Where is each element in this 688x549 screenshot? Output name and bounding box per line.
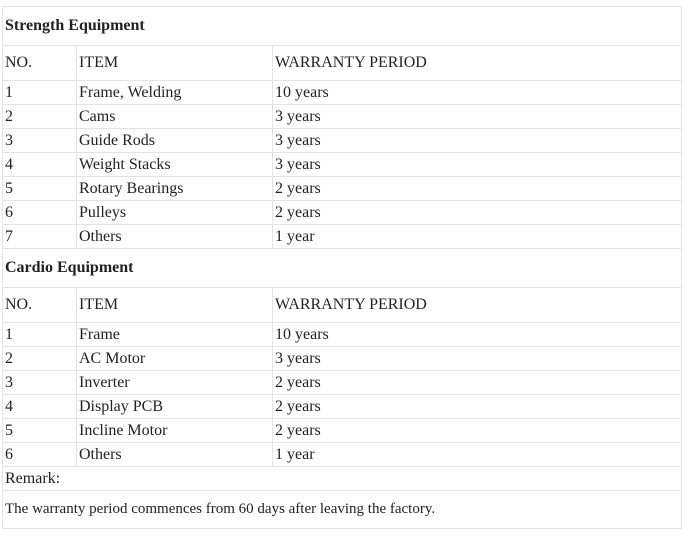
cell-no: 2	[3, 105, 77, 129]
section-header-cardio	[3, 249, 682, 288]
column-header-no: NO.	[3, 288, 77, 323]
cell-period: 2 years	[273, 371, 682, 395]
cell-no: 4	[3, 153, 77, 177]
cell-no: 7	[3, 225, 77, 249]
table-row	[3, 153, 682, 177]
cell-item: Others	[77, 443, 273, 467]
cell-period: 10 years	[273, 323, 682, 347]
cell-no: 5	[3, 419, 77, 443]
remark-label: Remark:	[3, 467, 682, 491]
remark-text: The warranty period commences from 60 days after leaving the factory.	[3, 491, 682, 529]
cell-no: 5	[3, 177, 77, 201]
table-row	[3, 177, 682, 201]
cell-period: 3 years	[273, 347, 682, 371]
cell-no: 3	[3, 129, 77, 153]
cell-item: Frame, Welding	[77, 81, 273, 105]
column-header-period: WARRANTY PERIOD	[273, 46, 682, 81]
cell-period: 1 year	[273, 443, 682, 467]
column-header-item: ITEM	[77, 288, 273, 323]
table-row	[3, 347, 682, 371]
cell-item: Inverter	[77, 371, 273, 395]
section-header-strength	[3, 7, 682, 46]
table-row	[3, 105, 682, 129]
section-title: Strength Equipment	[3, 7, 682, 46]
cell-no: 6	[3, 443, 77, 467]
cell-no: 6	[3, 201, 77, 225]
column-header-row	[3, 288, 682, 323]
table-row	[3, 395, 682, 419]
remark-row	[3, 467, 682, 491]
cell-period: 3 years	[273, 153, 682, 177]
cell-item: Cams	[77, 105, 273, 129]
cell-item: Display PCB	[77, 395, 273, 419]
cell-item: Incline Motor	[77, 419, 273, 443]
column-header-no: NO.	[3, 46, 77, 81]
table-row	[3, 323, 682, 347]
table-row	[3, 225, 682, 249]
cell-period: 2 years	[273, 419, 682, 443]
cell-period: 3 years	[273, 129, 682, 153]
remark-text-row	[3, 491, 682, 529]
cell-item: Rotary Bearings	[77, 177, 273, 201]
cell-item: Others	[77, 225, 273, 249]
warranty-table	[2, 6, 682, 529]
table-row	[3, 81, 682, 105]
cell-item: Pulleys	[77, 201, 273, 225]
cell-period: 2 years	[273, 395, 682, 419]
column-header-period: WARRANTY PERIOD	[273, 288, 682, 323]
section-title: Cardio Equipment	[3, 249, 682, 288]
warranty-table-body	[3, 7, 682, 529]
cell-period: 2 years	[273, 177, 682, 201]
table-row	[3, 201, 682, 225]
cell-item: Weight Stacks	[77, 153, 273, 177]
cell-period: 10 years	[273, 81, 682, 105]
column-header-row	[3, 46, 682, 81]
cell-period: 3 years	[273, 105, 682, 129]
table-row	[3, 443, 682, 467]
cell-no: 1	[3, 323, 77, 347]
cell-item: Guide Rods	[77, 129, 273, 153]
cell-period: 1 year	[273, 225, 682, 249]
cell-no: 4	[3, 395, 77, 419]
table-row	[3, 371, 682, 395]
cell-item: Frame	[77, 323, 273, 347]
cell-no: 3	[3, 371, 77, 395]
cell-no: 2	[3, 347, 77, 371]
cell-period: 2 years	[273, 201, 682, 225]
cell-no: 1	[3, 81, 77, 105]
cell-item: AC Motor	[77, 347, 273, 371]
table-row	[3, 129, 682, 153]
column-header-item: ITEM	[77, 46, 273, 81]
table-row	[3, 419, 682, 443]
